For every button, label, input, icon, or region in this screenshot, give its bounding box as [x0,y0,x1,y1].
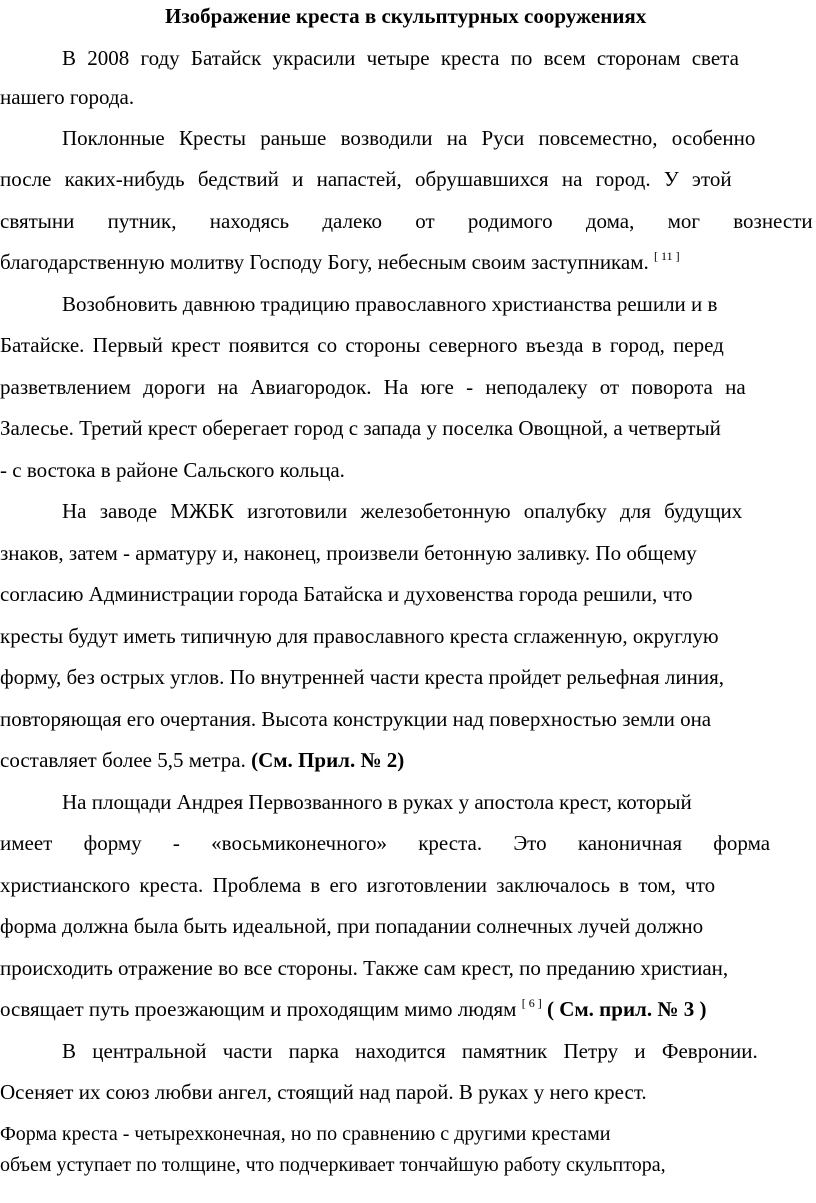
paragraph-line: Поклонные Кресты раньше возводили на Руси повсеместно, особенно [62,126,756,150]
paragraph-line: согласию Администрации города Батайска и духовенства города решили, что [0,582,693,606]
paragraph-line: разветвлением дороги на Авиагородок. На юге - неподалеку от поворота на [0,375,746,399]
paragraph-line [0,996,707,1021]
reference-mark: [ 6 ] [521,996,542,1010]
paragraph-line: после каких-нибудь бедствий и напастей, обрушавшихся на город. У этой [0,167,732,191]
paragraph-text: благодарственную молитву Господу Богу, небесным своим заступникам. [0,250,649,274]
paragraph-line [0,750,404,771]
paragraph-line: - с востока в районе Сальского кольца. [0,458,345,482]
appendix-reference: (См. Прил. № 2) [251,748,405,772]
paragraph-text: освящает путь проезжающим и проходящим мимо людям [0,997,517,1021]
paragraph-line [0,249,680,274]
paragraph-line: имеет форму - «восьмиконечного» креста. Это каноничная форма [0,831,771,855]
reference-mark: [ 11 ] [654,249,680,263]
paragraph-line: форму, без острых углов. По внутренней части креста пройдет рельефная линия, [0,665,724,689]
paragraph-line: Возобновить давнюю традицию православного христианства решили и в [62,292,718,316]
paragraph-line: кресты будут иметь типичную для православного креста сглаженную, округлую [0,624,719,648]
paragraph-line: На площади Андрея Первозванного в руках у апостола крест, который [62,790,692,814]
paragraph-line: объем уступает по толщине, что подчеркивает тончайшую работу скульптора, [0,1154,666,1176]
paragraph-line: Залесье. Третий крест оберегает город с запада у поселка Овощной, а четвертый [0,416,721,440]
paragraph-line: В 2008 году Батайск украсили четыре креста по всем сторонам света [62,46,739,70]
paragraph-line: происходить отражение во все стороны. Также сам крест, по преданию христиан, [0,956,729,980]
paragraph-line: форма должна была быть идеальной, при попадании солнечных лучей должно [0,914,704,938]
paragraph-line: повторяющая его очертания. Высота конструкции над поверхностью земли она [0,707,712,731]
paragraph-line: Форма креста - четырехконечная, но по сравнению с другими крестами [0,1123,611,1145]
paragraph-line: На заводе МЖБК изготовили железобетонную опалубку для будущих [62,499,743,523]
paragraph-line: христианского креста. Проблема в его изготовлении заключалось в том, что [0,873,716,897]
paragraph-text: составляет более 5,5 метра. [0,748,246,772]
paragraph-line: нашего города. [0,85,135,109]
paragraph-line: Батайске. Первый крест появится со стороны северного въезда в город, перед [0,333,724,357]
document-title: Изображение креста в скульптурных сооружениях [165,4,647,28]
appendix-reference: ( См. прил. № 3 ) [546,997,707,1021]
paragraph-line: Осеняет их союз любви ангел, стоящий над парой. В руках у него крест. [0,1080,647,1104]
paragraph-line: В центральной части парка находится памятник Петру и Февронии. [62,1039,758,1063]
paragraph-line: святыни путник, находясь далеко от родимого дома, мог вознести [0,209,813,233]
paragraph-line: знаков, затем - арматуру и, наконец, произвели бетонную заливку. По общему [0,541,697,565]
